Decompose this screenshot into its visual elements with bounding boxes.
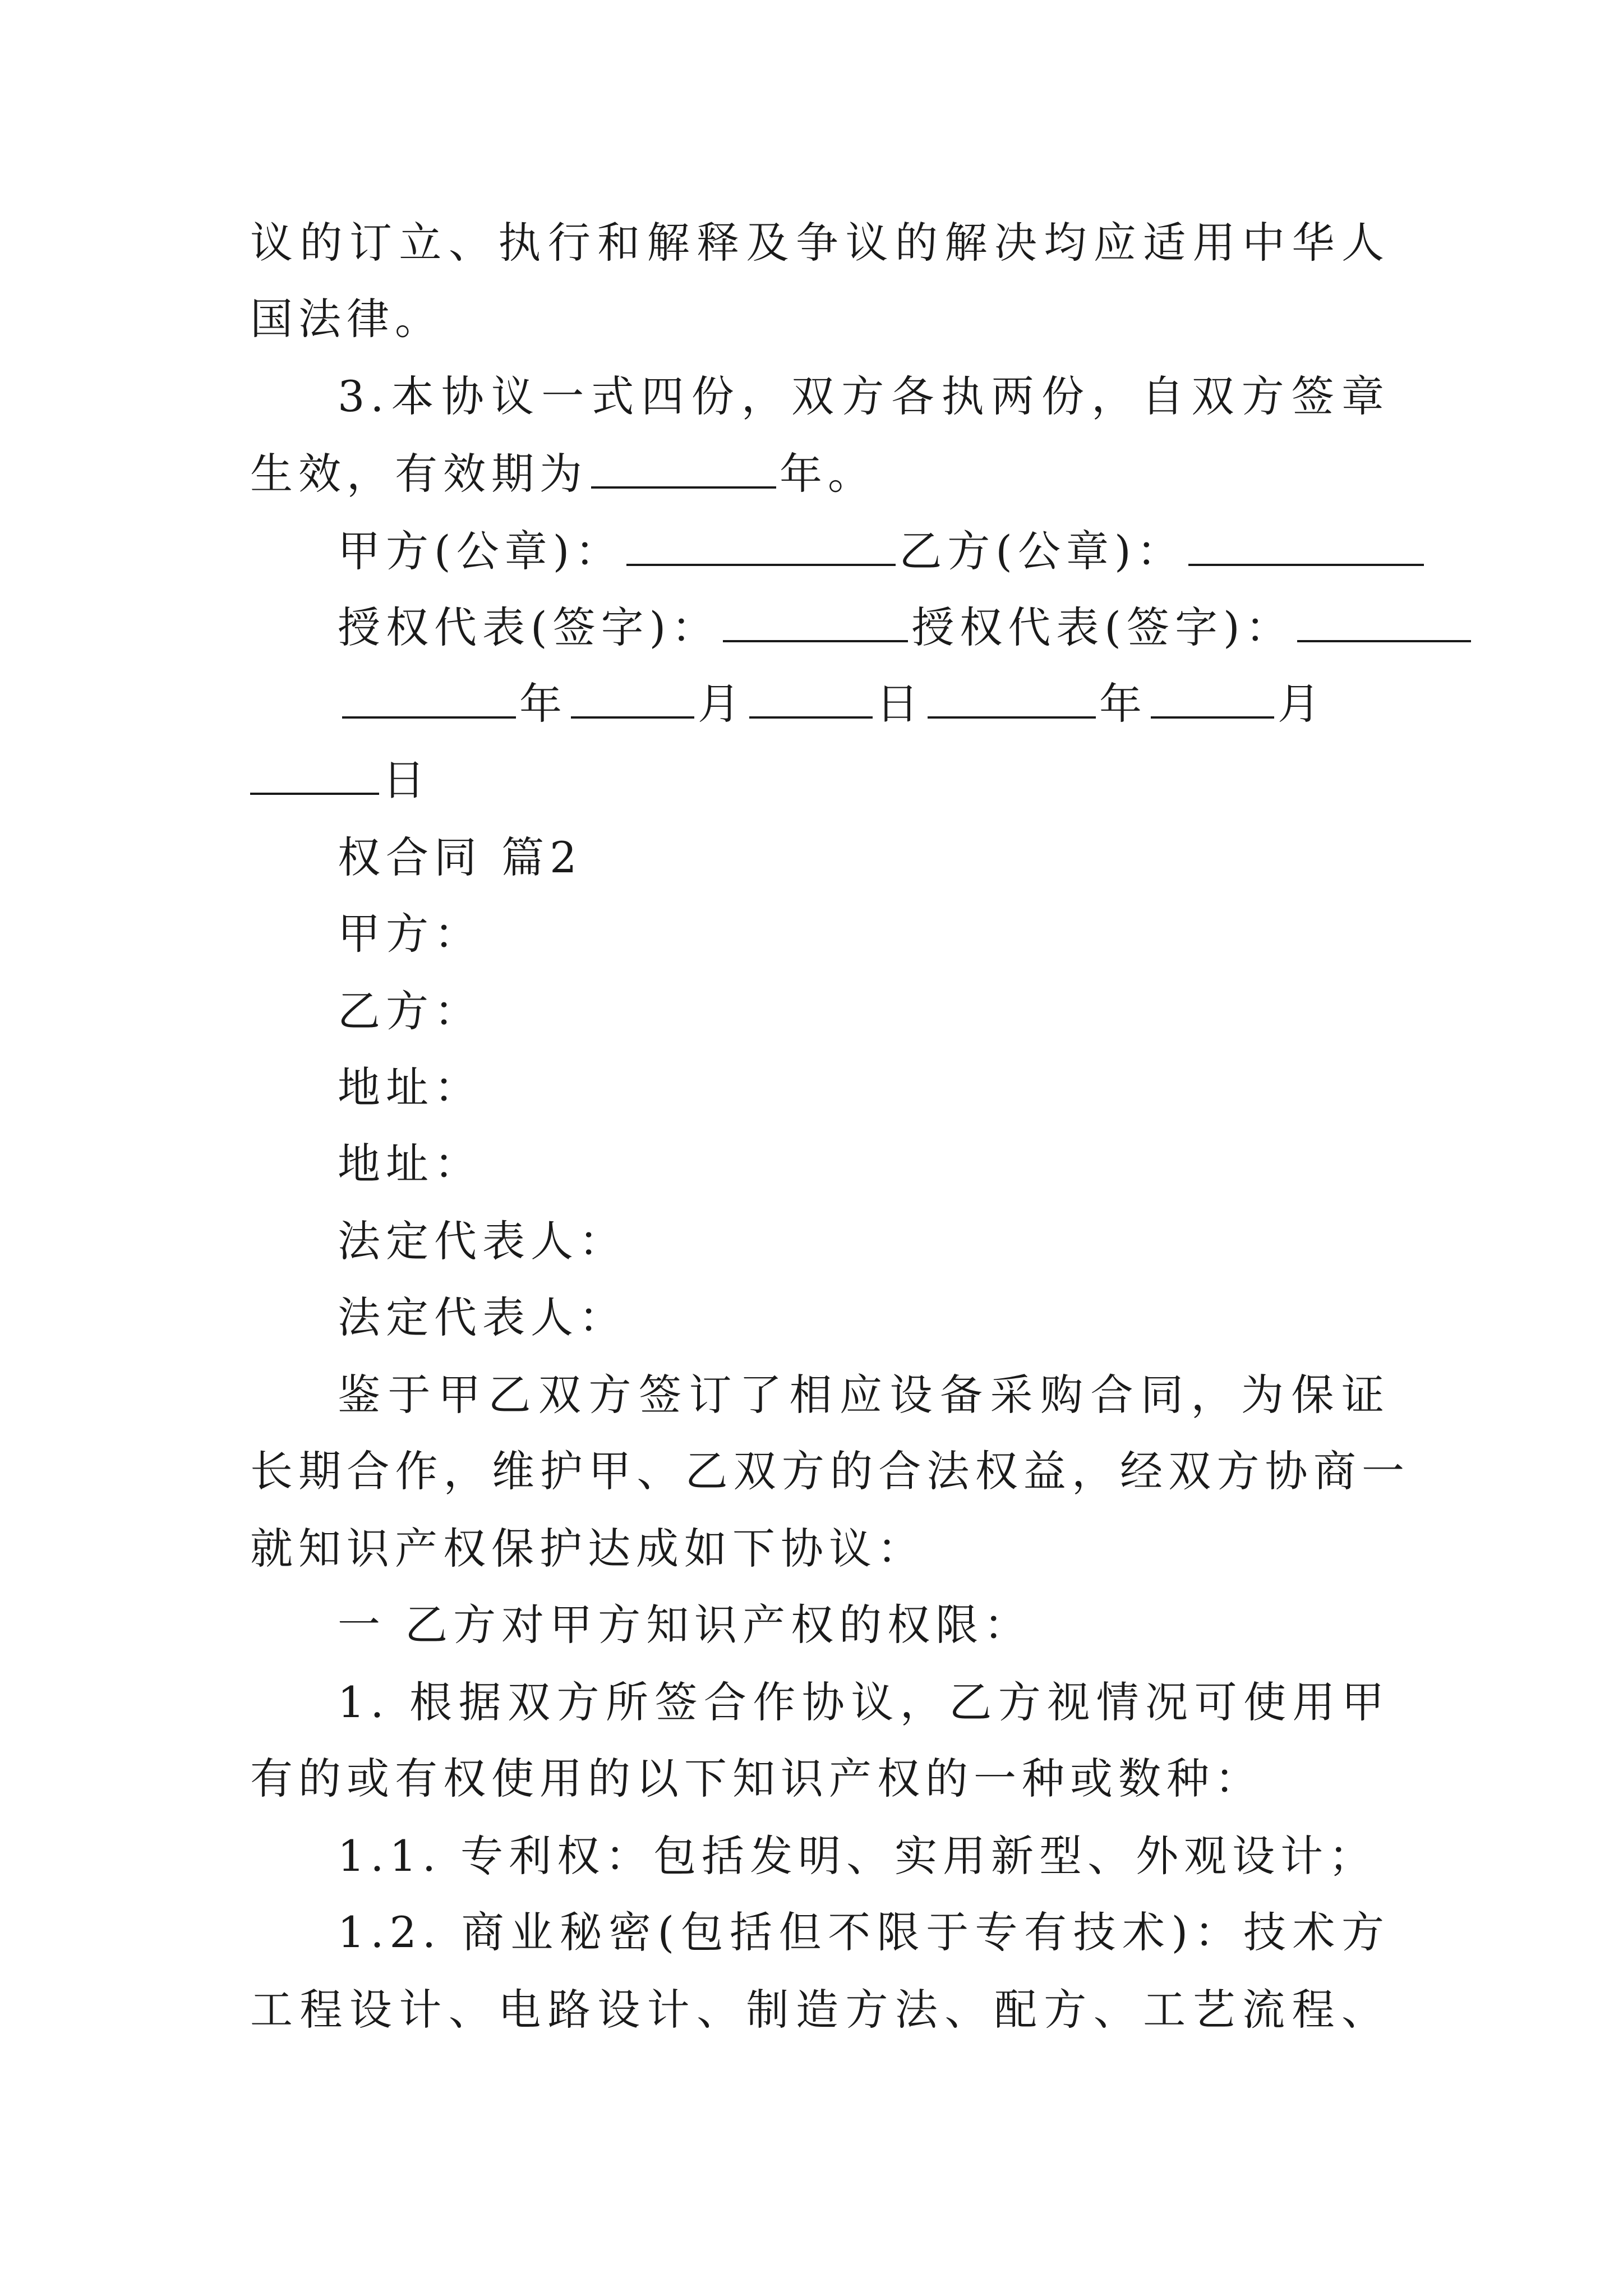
paragraph-line (338, 1902, 1390, 1963)
rep-b-label: 授权代表(签字)： (911, 602, 1294, 652)
paragraph-line (250, 212, 1390, 274)
party-a-label: 甲方： (338, 909, 482, 959)
date-a-month-label: 月 (698, 679, 746, 729)
clause-heading-text: 一 乙方对甲方知识产权的权限： (338, 1600, 1032, 1650)
rep-a-label: 授权代表(签字)： (338, 602, 720, 652)
date-a-year-blank (342, 677, 516, 719)
paragraph-line (338, 366, 1390, 427)
date-a-year-label: 年 (519, 679, 568, 729)
party-b-field (338, 981, 1390, 1042)
paragraph-text: 工程设计、电路设计、制造方法、配方、工艺流程、 (250, 1985, 1390, 2035)
paragraph-text: 就知识产权保护达成如下协议： (250, 1524, 925, 1573)
legal-rep-b-field (338, 1287, 1390, 1349)
paragraph-text: 国法律。 (250, 294, 443, 344)
paragraph-line (250, 443, 1390, 505)
signature-seal-row (338, 521, 1390, 582)
party-a-field (338, 903, 1390, 965)
legal-rep-b-label: 法定代表人： (338, 1292, 627, 1342)
date-b-day-blank (250, 753, 379, 795)
date-b-day-label: 日 (382, 755, 431, 805)
legal-rep-a-field (338, 1211, 1390, 1272)
paragraph-line (338, 1672, 1390, 1733)
address-b-field (338, 1133, 1390, 1195)
paragraph-line (338, 1364, 1390, 1426)
date-b-month-label: 月 (1278, 679, 1326, 729)
party-a-seal-label: 甲方(公章)： (338, 526, 624, 576)
paragraph-text: 年。 (780, 449, 876, 499)
paragraph-line (250, 1441, 1410, 1502)
paragraph-text: 鉴于甲乙双方签订了相应设备采购合同，为保证 (338, 1370, 1390, 1420)
paragraph-text: 议的订立、执行和解释及争议的解决均应适用中华人 (250, 218, 1390, 268)
signature-date-row (342, 673, 1390, 735)
party-a-seal-blank (626, 524, 896, 566)
party-b-seal-blank (1188, 524, 1424, 566)
party-b-seal-label: 乙方(公章)： (899, 526, 1185, 576)
rep-b-blank (1297, 601, 1471, 642)
paragraph-text: 生效，有效期为 (250, 449, 588, 499)
paragraph-text: 3.本协议一式四份，双方各执两份，自双方签章 (338, 371, 1390, 421)
address-a-field (338, 1057, 1390, 1119)
date-a-day-label: 日 (876, 679, 924, 729)
date-a-day-blank (749, 677, 873, 719)
paragraph-text: 1.2. 商业秘密(包括但不限于专有技术)：技术方 (338, 1907, 1390, 1957)
date-b-month-blank (1151, 677, 1274, 719)
party-b-label: 乙方： (338, 986, 482, 1036)
date-b-year-blank (928, 677, 1096, 719)
address-b-label: 地址： (338, 1139, 482, 1189)
signature-rep-row (338, 597, 1390, 659)
date-a-month-blank (571, 677, 694, 719)
clause-heading (338, 1594, 1390, 1656)
paragraph-text: 长期合作，维护甲、乙双方的合法权益，经双方协商一 (250, 1446, 1410, 1496)
legal-rep-a-label: 法定代表人： (338, 1216, 627, 1266)
paragraph-text: 1.1. 专利权：包括发明、实用新型、外观设计； (338, 1831, 1377, 1881)
address-a-label: 地址： (338, 1062, 482, 1112)
date-b-year-label: 年 (1099, 679, 1147, 729)
paragraph-text: 1. 根据双方所签合作协议，乙方视情况可使用甲 (338, 1677, 1390, 1727)
paragraph-line (250, 1748, 1390, 1810)
signature-date-row-cont (250, 749, 431, 811)
paragraph-line (338, 1825, 1390, 1887)
paragraph-line (250, 1979, 1390, 2041)
paragraph-line (250, 1518, 1390, 1580)
section-title-text: 权合同 篇2 (338, 832, 583, 882)
paragraph-text: 有的或有权使用的以下知识产权的一种或数种： (250, 1754, 1263, 1803)
paragraph-line (250, 288, 1390, 350)
validity-years-blank (591, 447, 776, 489)
section-title (338, 827, 1390, 889)
rep-a-blank (723, 601, 908, 642)
